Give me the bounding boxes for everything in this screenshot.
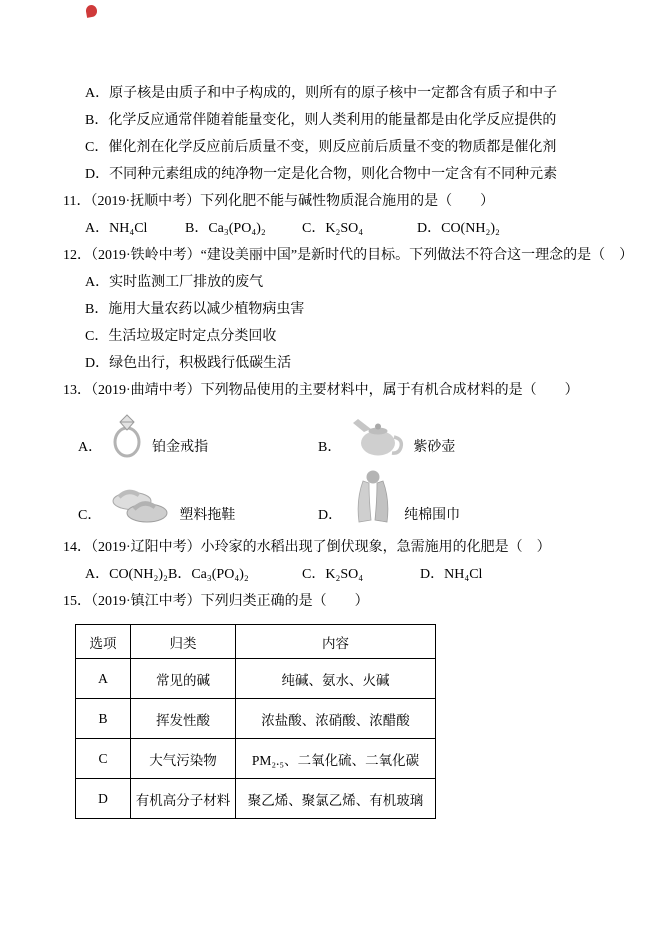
ring-icon <box>110 414 144 458</box>
table-row-c <box>76 739 436 779</box>
option-d: D．绿色出行，积极践行低碳生活 <box>85 356 292 371</box>
table-header-row <box>76 625 436 659</box>
cell-option: B <box>76 699 131 739</box>
cell-option: A <box>76 659 131 699</box>
option-a-label: A． <box>78 440 103 455</box>
option-b-label: B． <box>318 440 342 455</box>
question-14-options <box>63 561 618 588</box>
table-row-b <box>76 699 436 739</box>
scarf-icon <box>350 468 396 526</box>
option-d-caption: 纯棉围巾 <box>404 508 461 523</box>
header-category: 归类 <box>131 625 236 659</box>
option-a-caption: 铂金戒指 <box>152 440 209 455</box>
question-14-stem: 14．（2019·辽阳中考）小玲家的水稻出现了倒伏现象，急需施用的化肥是（ ） <box>63 540 551 555</box>
question-13-stem: 13．（2019·曲靖中考）下列物品使用的主要材料中，属于有机合成材料的是（ ） <box>63 383 579 398</box>
cell-content: 纯碱、氨水、火碱 <box>236 659 436 699</box>
option-c: C．催化剂在化学反应前后质量不变，则反应前后质量不变的物质都是催化剂 <box>85 140 557 155</box>
option-c: C．K₂SO₄ <box>302 567 364 582</box>
option-c-label: C． <box>78 508 102 523</box>
option-c: C．K₂SO₄ <box>302 221 364 236</box>
cell-category: 常见的碱 <box>131 659 236 699</box>
option-d: D．CO(NH₂)₂ <box>417 221 500 236</box>
cell-category: 大气污染物 <box>131 739 236 779</box>
option-d: D．NH₄Cl <box>420 567 483 582</box>
table-row-a <box>76 659 436 699</box>
option-b: B．化学反应通常伴随着能量变化，则人类利用的能量都是由化学反应提供的 <box>85 113 557 128</box>
question-13-options-row-1 <box>63 414 618 458</box>
option-a: A．CO(NH₂)₂ <box>85 567 168 582</box>
option-d-label: D． <box>318 508 343 523</box>
question-11-options <box>63 215 618 242</box>
table-row-d <box>76 779 436 819</box>
option-c-item <box>63 484 303 526</box>
cell-category: 挥发性酸 <box>131 699 236 739</box>
cell-content: PM₂.₅、二氧化硫、二氧化碳 <box>236 739 436 779</box>
document-page <box>63 80 634 819</box>
cell-content: 浓盐酸、浓硝酸、浓醋酸 <box>236 699 436 739</box>
header-option: 选项 <box>76 625 131 659</box>
option-a: A．实时监测工厂排放的废气 <box>85 275 264 290</box>
cell-content: 聚乙烯、聚氯乙烯、有机玻璃 <box>236 779 436 819</box>
question-15-stem: 15．（2019·镇江中考）下列归类正确的是（ ） <box>63 594 369 609</box>
question-13-options-row-2 <box>63 468 618 526</box>
question-15-table <box>75 624 436 819</box>
cell-option: C <box>76 739 131 779</box>
option-b-item <box>303 416 455 458</box>
option-d: D．不同种元素组成的纯净物一定是化合物，则化合物中一定含有不同种元素 <box>85 167 558 182</box>
option-b: B．施用大量农药以减少植物病虫害 <box>85 302 305 317</box>
option-d-item <box>303 468 460 526</box>
header-content: 内容 <box>236 625 436 659</box>
option-b-caption: 紫砂壶 <box>413 440 456 455</box>
option-b: B．Ca₃(PO₄)₂ <box>185 221 266 236</box>
question-12-options <box>63 269 618 377</box>
slippers-icon <box>109 484 171 526</box>
option-a: A．原子核是由质子和中子构成的，则所有的原子核中一定都含有质子和中子 <box>85 86 558 101</box>
question-12-stem: 12．（2019·铁岭中考）“建设美丽中国”是新时代的目标。下列做法不符合这一理念的是（ ） <box>63 248 634 263</box>
watermark-icon <box>85 4 98 18</box>
cell-option: D <box>76 779 131 819</box>
option-a: A．NH₄Cl <box>85 221 148 236</box>
teapot-icon <box>349 416 405 458</box>
option-b: B．Ca₃(PO₄)₂ <box>168 567 249 582</box>
question-10-options-block <box>63 80 618 188</box>
cell-category: 有机高分子材料 <box>131 779 236 819</box>
option-c: C．生活垃圾定时定点分类回收 <box>85 329 277 344</box>
option-a-item <box>63 414 303 458</box>
question-11-stem: 11．（2019·抚顺中考）下列化肥不能与碱性物质混合施用的是（ ） <box>63 194 495 209</box>
option-c-caption: 塑料拖鞋 <box>179 508 236 523</box>
